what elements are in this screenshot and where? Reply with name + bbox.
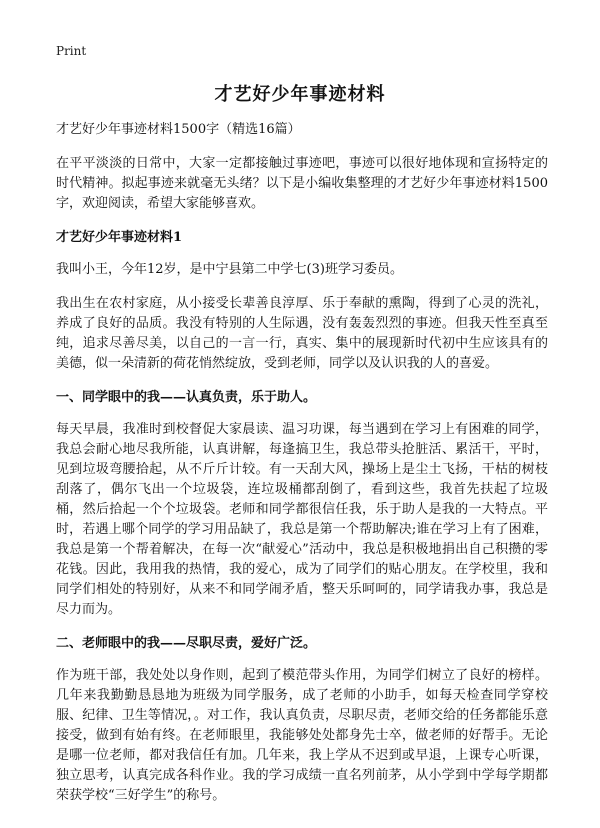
document-subtitle: 才艺好少年事迹材料1500字（精选16篇）	[56, 122, 301, 137]
print-link[interactable]: Print	[56, 44, 87, 58]
intro-paragraph: 在平平淡淡的日常中，大家一定都接触过事迹吧，事迹可以很好地体现和宣扬特定的时代精神。拟起事迹来就毫无头绪？以下是小编收集整理的才艺好少年事迹材料1500字，欢迎阅读，希望大家能够喜欢。	[56, 156, 548, 211]
page-title: 才艺好少年事迹材料	[214, 84, 386, 105]
body-paragraph: 我叫小王，今年12岁，是中宁县第二中学七(3)班学习委员。	[56, 262, 403, 277]
body-paragraph: 我出生在农村家庭，从小接受长辈善良淳厚、乐于奉献的熏陶，得到了心灵的洗礼，养成了良好的品质。我没有特别的人生际遇，没有轰轰烈烈的事迹。但我天性至真至纯，追求尽善尽美，以自己的一言一行，真实、集中的展现新时代初中生应该具有的美德，似一朵清新的荷花悄然绽放，受到老师，同学以及认识我的人的喜爱。	[56, 296, 548, 371]
document-body	[56, 120, 548, 820]
subsection-heading: 二、老师眼中的我——尽职尽责，爱好广泛。	[56, 636, 317, 651]
section-heading: 才艺好少年事迹材料1	[56, 230, 183, 245]
body-paragraph: 作为班干部，我处处以身作则，起到了模范带头作用，为同学们树立了良好的榜样。几年来我勤勤恳恳地为班级为同学服务，成了老师的小助手，如每天检查同学穿校服、纪律、卫生等情况，。对工作，我认真负责，尽职尽责，老师交给的任务都能乐意接受，做到有始有终。在老师眼里，我能够处处都身先士卒，做老师的好帮手。无论是哪一位老师，都对我信任有加。几年来，我上学从不迟到或早退，上课专心听课，独立思考，认真完成各科作业。我的学习成绩一直名列前茅，从小学到中学每学期都荣获学校“三好学生”的称号。	[56, 668, 548, 803]
body-paragraph: 每天早晨，我准时到校督促大家晨读、温习功课，每当遇到在学习上有困难的同学，我总会耐心地尽我所能，认真讲解，每逢搞卫生，我总带头抢脏活、累活干，平时，见到垃圾弯腰拾起，从不斤斤计较。有一天刮大风，操场上是尘土飞扬，干枯的树枝刮落了，偶尔飞出一个垃圾袋，连垃圾桶都刮倒了，看到这些，我首先扶起了垃圾桶，然后拾起一个个垃圾袋。老师和同学都很信任我，乐于助人是我的一大特点。平时，若遇上哪个同学的学习用品缺了，我总是第一个帮助解决;谁在学习上有了困难，我总是第一个帮着解决，在每一次“献爱心”活动中，我总是积极地捐出自己积攒的零花钱。因此，我用我的热情，我的爱心，成为了同学们的贴心朋友。在学校里，我和同学们相处的特别好，从来不和同学闹矛盾，整天乐呵呵的，同学请我办事，我总是尽力而为。	[56, 422, 548, 617]
subsection-heading: 一、同学眼中的我——认真负责，乐于助人。	[56, 390, 317, 405]
